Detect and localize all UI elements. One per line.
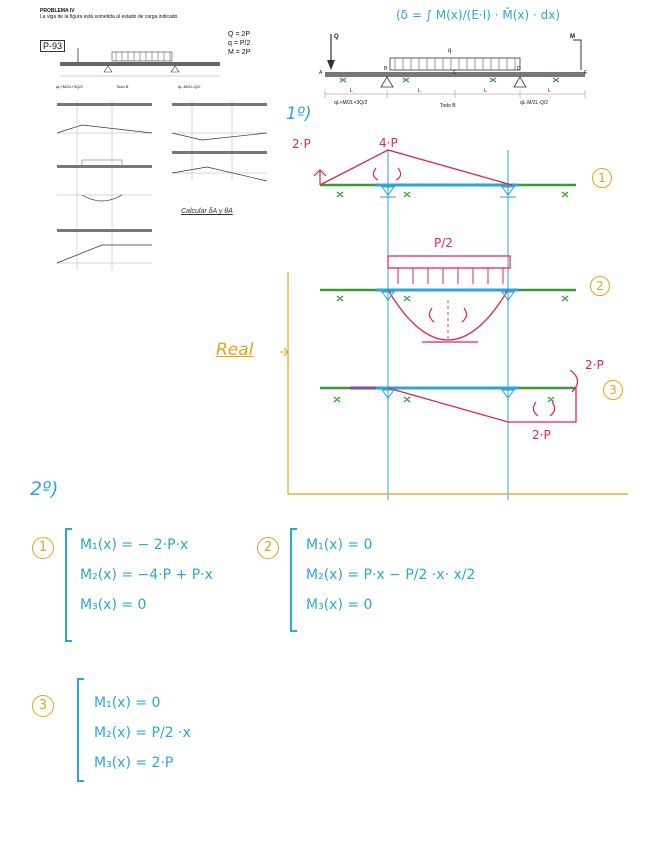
small-support-left bbox=[104, 66, 112, 72]
d2-number: 2 bbox=[590, 276, 610, 296]
label-l-4: L bbox=[548, 88, 551, 94]
eq2-bracket bbox=[283, 525, 303, 635]
moment-arrow bbox=[573, 40, 581, 70]
eq3-group bbox=[94, 688, 191, 778]
small-reaction-left: qL+M/2L+3Q/2 bbox=[56, 84, 83, 89]
step2-label: 2º) bbox=[30, 478, 59, 500]
eq3-number: 3 bbox=[32, 695, 54, 717]
eq3-m1: M₁(x) = 0 bbox=[94, 695, 161, 711]
eq3-m2: M₂(x) = P/2 ·x bbox=[94, 725, 191, 741]
eq1-m3: M₃(x) = 0 bbox=[80, 597, 147, 613]
label-q-dist: q bbox=[448, 48, 452, 54]
small-beam bbox=[60, 62, 220, 66]
calc-note: Calcular δA y θA bbox=[181, 208, 233, 215]
d2-load-label: P/2 bbox=[434, 236, 453, 250]
given-values bbox=[228, 30, 250, 57]
eq1-group bbox=[80, 530, 213, 620]
label-a: A bbox=[319, 70, 323, 76]
d1-peak-label: 4·P bbox=[379, 136, 398, 150]
small-beam-figure bbox=[50, 40, 230, 90]
diagram-2 bbox=[320, 256, 576, 342]
label-e: E bbox=[584, 70, 588, 76]
reaction-right: qL-M/2L-Q/2 bbox=[520, 100, 549, 106]
problem-header bbox=[40, 8, 240, 20]
small-reaction-right: qL-M/2L-Q/2 bbox=[178, 84, 201, 89]
eq2-m2: M₂(x) = P·x − P/2 ·x· x/2 bbox=[306, 567, 476, 583]
diagram-1 bbox=[314, 150, 576, 197]
small-todo-b: Todo B bbox=[116, 84, 129, 89]
eq2-m3: M₃(x) = 0 bbox=[306, 597, 373, 613]
label-b: B bbox=[384, 66, 388, 72]
label-l-1: L bbox=[350, 88, 353, 94]
label-l-3: L bbox=[484, 88, 487, 94]
moment-diagram-1 bbox=[320, 150, 512, 185]
reaction-left: qL+M/2L+3Q/2 bbox=[334, 100, 368, 106]
support-d bbox=[514, 77, 526, 87]
eq1-bracket bbox=[58, 525, 78, 645]
step1-label: 1º) bbox=[286, 104, 312, 124]
distributed-load bbox=[390, 58, 520, 70]
given-q-load: Q = 2P bbox=[228, 31, 250, 38]
eq2-m1: M₁(x) = 0 bbox=[306, 537, 373, 553]
d1-left-label: 2·P bbox=[292, 137, 311, 151]
label-d: D bbox=[517, 66, 521, 72]
real-label: Real bbox=[216, 340, 254, 360]
problem-code: P-93 bbox=[40, 40, 65, 52]
d3-number: 3 bbox=[603, 380, 623, 400]
label-q-point: Q bbox=[334, 34, 339, 40]
todo-b-label: Todo B bbox=[440, 103, 456, 109]
small-diagrams bbox=[52, 95, 277, 275]
moment-diagram-3 bbox=[388, 388, 576, 422]
eq1-m1: M₁(x) = − 2·P·x bbox=[80, 537, 189, 553]
load-block-2 bbox=[388, 256, 510, 268]
label-m: M bbox=[570, 34, 575, 40]
given-q-dist: q = P/2 bbox=[228, 40, 251, 47]
diagram-3 bbox=[320, 370, 578, 422]
formula: (δ = ∫ M(x)/(E·I) · M̄(x) · dx) bbox=[396, 8, 561, 22]
given-m: M = 2P bbox=[228, 49, 251, 56]
label-c: C bbox=[453, 70, 457, 76]
problem-title: PROBLEMA IV bbox=[40, 8, 75, 14]
label-l-2: L bbox=[418, 88, 421, 94]
support-b bbox=[381, 77, 393, 87]
small-load-block bbox=[112, 52, 172, 61]
d1-number: 1 bbox=[592, 168, 612, 188]
d3-moment-label: 2·P bbox=[585, 358, 604, 372]
eq2-number: 2 bbox=[257, 537, 279, 559]
small-support-right bbox=[171, 66, 179, 72]
eq2-group bbox=[306, 530, 475, 620]
eq1-m2: M₂(x) = −4·P + P·x bbox=[80, 567, 213, 583]
d3-bottom-label: 2·P bbox=[532, 428, 551, 442]
eq1-number: 1 bbox=[32, 537, 54, 559]
problem-statement: La viga de la figura está sometida al estado de carga indicado. bbox=[40, 14, 179, 20]
eq3-m3: M₃(x) = 2·P bbox=[94, 755, 174, 771]
eq3-bracket bbox=[70, 675, 90, 785]
